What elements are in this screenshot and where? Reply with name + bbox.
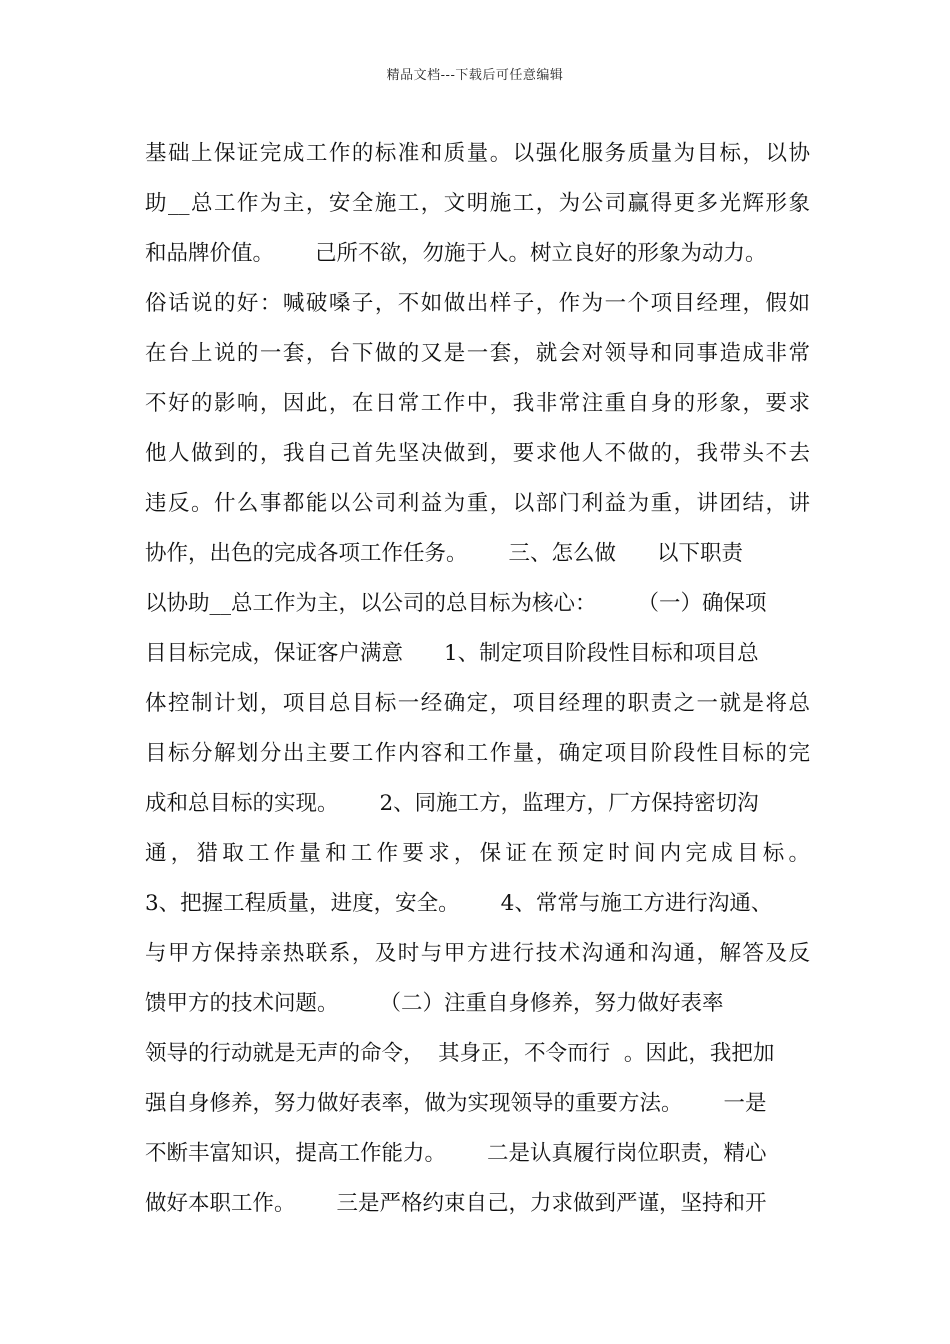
text-line: 以协助__总工作为主，以公司的总目标为核心： （一）确保项 <box>145 591 767 616</box>
text-line: 领导的行动就是无声的命令， 其身正，不令而行 。因此，我把加 <box>145 1041 775 1066</box>
text-line: 不断丰富知识，提高工作能力。 二是认真履行岗位职责，精心 <box>145 1141 767 1166</box>
text-line: 他人做到的，我自己首先坚决做到，要求他人不做的，我带头不去 <box>145 441 810 466</box>
text-line: 不好的影响，因此，在日常工作中，我非常注重自身的形象，要求 <box>145 391 810 416</box>
text-line: 目目标完成，保证客户满意 1、制定项目阶段性目标和项目总 <box>145 641 759 666</box>
text-line: 强自身修养，努力做好表率，做为实现领导的重要方法。 一是 <box>145 1091 767 1116</box>
text-line: 在台上说的一套，台下做的又是一套，就会对领导和同事造成非常 <box>145 341 810 366</box>
text-line: 助__总工作为主，安全施工，文明施工，为公司赢得更多光辉形象 <box>145 191 810 216</box>
text-line: 基础上保证完成工作的标准和质量。以强化服务质量为目标，以协 <box>145 141 810 166</box>
text-line: 目标分解划分出主要工作内容和工作量，确定项目阶段性目标的完 <box>145 741 810 766</box>
text-line: 成和总目标的实现。 2、同施工方，监理方，厂方保持密切沟 <box>145 791 759 816</box>
text-line: 馈甲方的技术问题。 （二）注重自身修养，努力做好表率 <box>145 991 724 1016</box>
text-line: 3、把握工程质量，进度，安全。 4、常常与施工方进行沟通、 <box>145 891 773 916</box>
text-line: 和品牌价值。 己所不欲，勿施于人。树立良好的形象为动力。 <box>145 241 767 266</box>
text-line: 与甲方保持亲热联系，及时与甲方进行技术沟通和沟通，解答及反 <box>145 941 810 966</box>
text-line: 违反。什么事都能以公司利益为重，以部门利益为重，讲团结，讲 <box>145 491 810 516</box>
text-line: 做好本职工作。 三是严格约束自己，力求做到严谨，坚持和开 <box>145 1191 767 1216</box>
text-line: 协作，出色的完成各项工作任务。 三、怎么做 以下职责 <box>145 541 744 566</box>
text-line: 体控制计划，项目总目标一经确定，项目经理的职责之一就是将总 <box>145 691 810 716</box>
page-header: 精品文档---下载后可任意编辑 <box>386 68 564 83</box>
text-line: 通，猎取工作量和工作要求，保证在预定时间内完成目标。 <box>145 841 810 866</box>
text-line: 俗话说的好：喊破嗓子，不如做出样子，作为一个项目经理，假如 <box>145 291 810 316</box>
